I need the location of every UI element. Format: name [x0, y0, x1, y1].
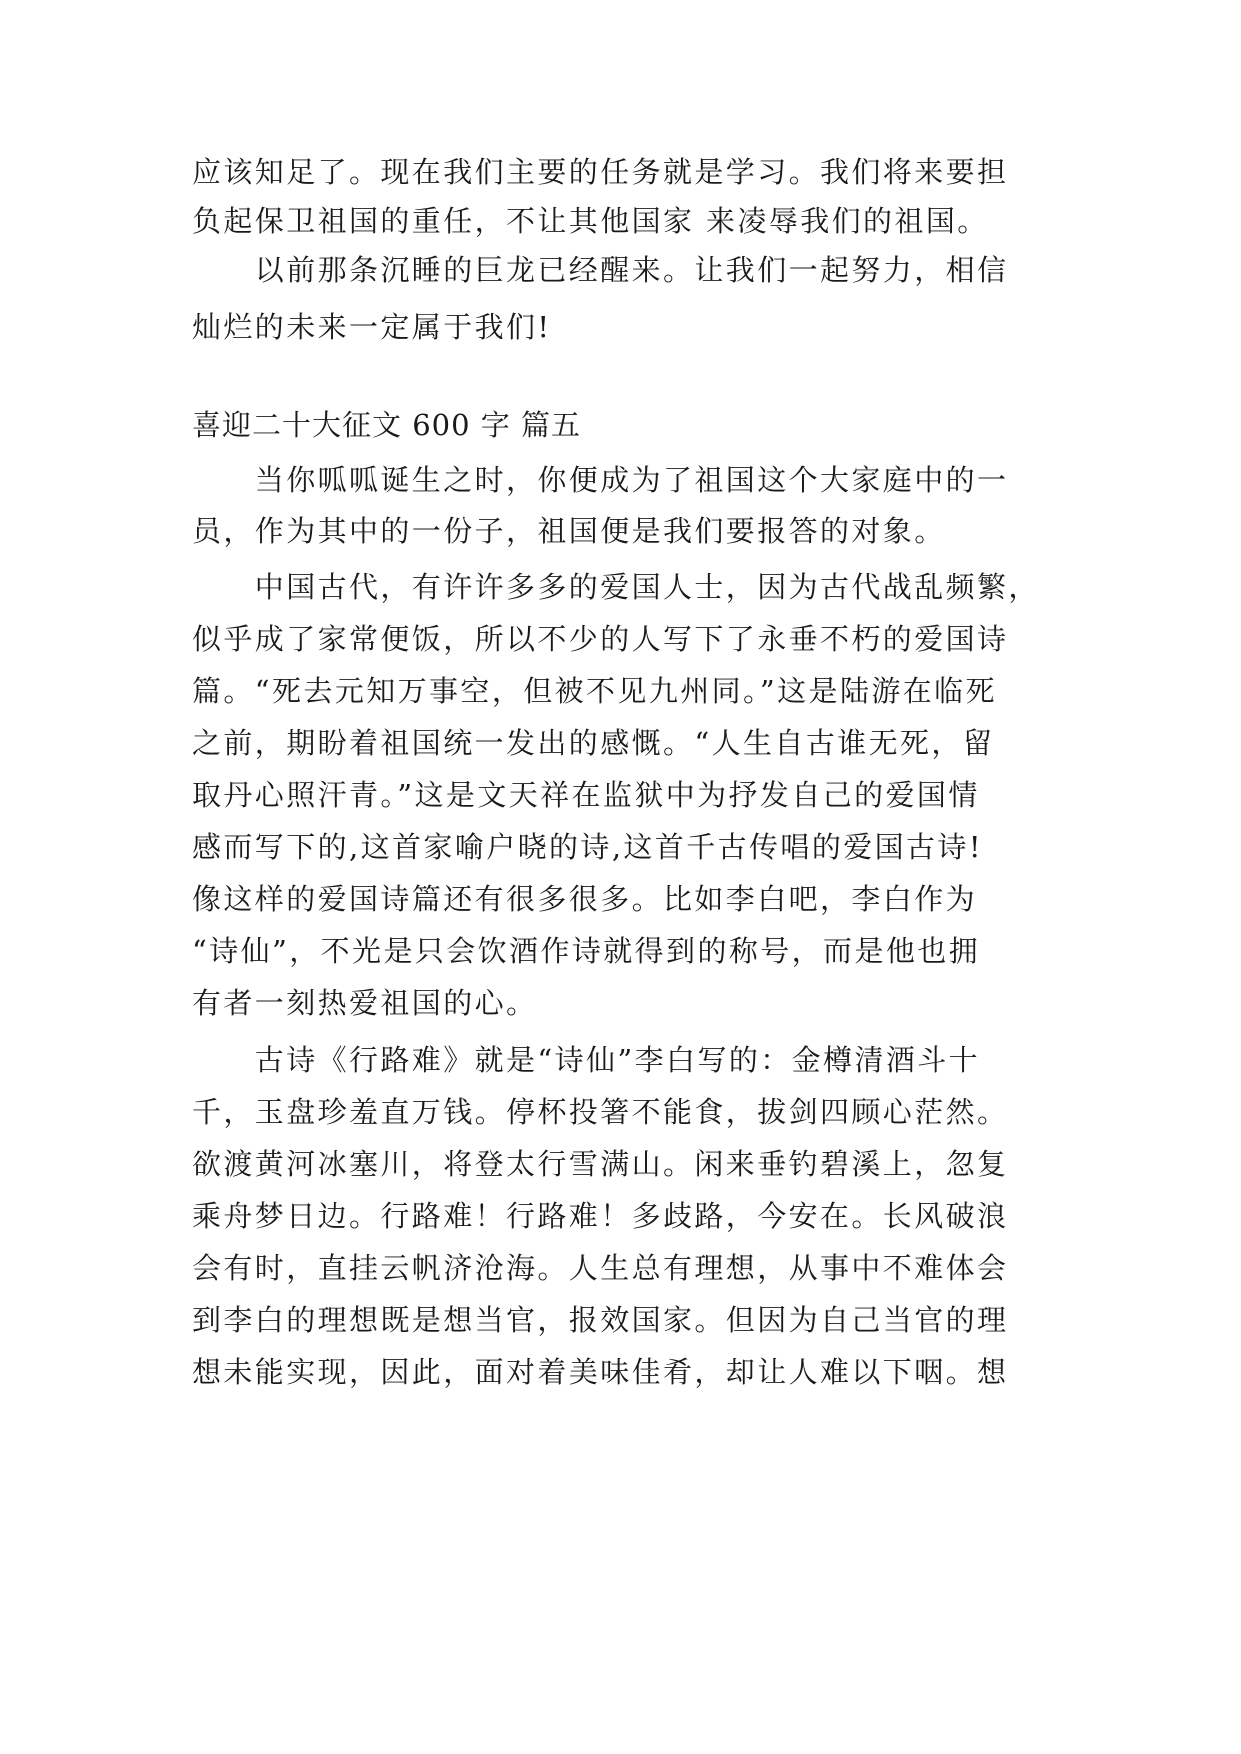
- section-title: 喜迎二十大征文 600 字 篇五: [192, 408, 582, 442]
- paragraph-line: 似乎成了家常便饭，所以不少的人写下了永垂不朽的爱国诗: [192, 622, 1009, 656]
- paragraph-line: 应该知足了。现在我们主要的任务就是学习。我们将来要担: [192, 155, 1009, 189]
- paragraph-line: 会有时，直挂云帆济沧海。人生总有理想，从事中不难体会: [192, 1251, 1009, 1285]
- paragraph-line: 欲渡黄河冰塞川，将登太行雪满山。闲来垂钓碧溪上，忽复: [192, 1147, 1009, 1181]
- paragraph-line: 感而写下的,这首家喻户晓的诗,这首千古传唱的爱国古诗!: [192, 830, 983, 864]
- paragraph-line: 以前那条沉睡的巨龙已经醒来。让我们一起努力，相信: [192, 253, 1009, 287]
- paragraph-line: 有者一刻热爱祖国的心。: [192, 986, 538, 1020]
- paragraph-line: 之前，期盼着祖国统一发出的感慨。“人生自古谁无死，留: [192, 726, 995, 760]
- paragraph-line: 员，作为其中的一份子，祖国便是我们要报答的对象。: [192, 514, 946, 548]
- paragraph-line: 当你呱呱诞生之时，你便成为了祖国这个大家庭中的一: [192, 463, 1009, 497]
- paragraph-line: 中国古代，有许许多多的爱国人士，因为古代战乱频繁，: [192, 570, 1040, 604]
- paragraph-line: 灿烂的未来一定属于我们!: [192, 310, 552, 344]
- paragraph-line: 像这样的爱国诗篇还有很多很多。比如李白吧，李白作为: [192, 882, 978, 916]
- paragraph-line: “诗仙”，不光是只会饮酒作诗就得到的称号，而是他也拥: [192, 934, 981, 968]
- paragraph-line: 古诗《行路难》就是“诗仙”李白写的：金樽清酒斗十: [192, 1043, 981, 1077]
- paragraph-line: 负起保卫祖国的重任，不让其他国家 来凌辱我们的祖国。: [192, 204, 989, 238]
- paragraph-line: 篇。“死去元知万事空，但被不见九州同。”这是陆游在临死: [192, 674, 997, 708]
- paragraph-line: 想未能实现，因此，面对着美味佳肴，却让人难以下咽。想: [192, 1355, 1009, 1389]
- paragraph-line: 到李白的理想既是想当官，报效国家。但因为自己当官的理: [192, 1303, 1009, 1337]
- paragraph-line: 取丹心照汗青。”这是文天祥在监狱中为抒发自己的爱国情: [192, 778, 980, 812]
- paragraph-line: 乘舟梦日边。行路难！行路难！多歧路，今安在。长风破浪: [192, 1199, 1009, 1233]
- paragraph-line: 千，玉盘珍羞直万钱。停杯投箸不能食，拔剑四顾心茫然。: [192, 1095, 1009, 1129]
